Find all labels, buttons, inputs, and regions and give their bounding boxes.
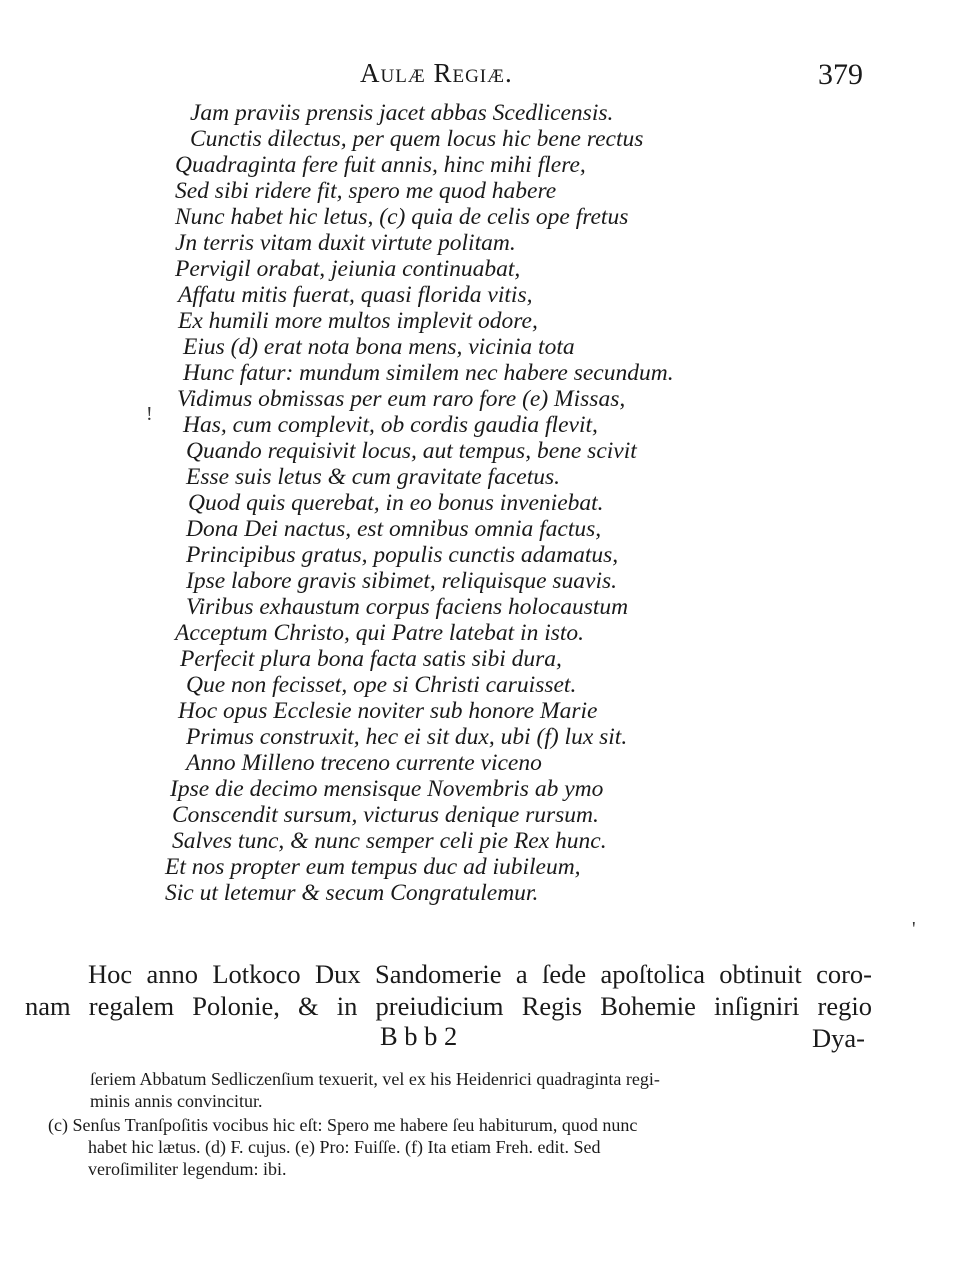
- poem-line: Eius (d) erat nota bona mens, vicinia tota: [183, 334, 575, 360]
- footnote-line: (c) Senſus Tranſpoſitis vocibus hic eſt: Spero me habere ſeu habiturum, quod nunc: [48, 1115, 638, 1135]
- footnote-line: veroſimiliter legendum: ibi.: [88, 1159, 287, 1179]
- poem-line: Jam praviis prensis jacet abbas Scedlicensis.: [190, 100, 614, 126]
- poem-line: Que non fecisset, ope si Christi caruisset.: [186, 672, 577, 698]
- prose-line: nam regalem Polonie, & in preiudicium Regis Bohemie inſigniri regio: [25, 991, 872, 1021]
- catchword: Dya-: [812, 1023, 865, 1053]
- margin-mark: ': [912, 918, 916, 940]
- poem-line: Anno Milleno treceno currente viceno: [186, 750, 542, 776]
- poem-line: Et nos propter eum tempus duc ad iubileum,: [165, 854, 581, 880]
- poem-line: Ipse die decimo mensisque Novembris ab ymo: [170, 776, 604, 802]
- poem-line: Quod quis querebat, in eo bonus inveniebat.: [188, 490, 604, 516]
- poem-line: Dona Dei nactus, est omnibus omnia factus,: [186, 516, 602, 542]
- poem-line: Ipse labore gravis sibimet, reliquisque suavis.: [186, 568, 618, 594]
- poem-line: Vidimus obmissas per eum raro fore (e) Missas,: [177, 386, 626, 412]
- poem-line: Jn terris vitam duxit virtute politam.: [175, 230, 516, 256]
- page-number: 379: [818, 58, 863, 91]
- page-header: [0, 52, 960, 92]
- poem-line: Pervigil orabat, jeiunia continuabat,: [175, 256, 521, 282]
- poem-line: Acceptum Christo, qui Patre latebat in isto.: [175, 620, 585, 646]
- footnote-line: minis annis convincitur.: [90, 1091, 263, 1111]
- poem-line: Quadraginta fere fuit annis, hinc mihi flere,: [175, 152, 586, 178]
- signature-mark: B b b 2: [380, 1021, 458, 1051]
- poem-line: Sic ut letemur & secum Congratulemur.: [165, 880, 539, 906]
- poem-line: Conscendit sursum, victurus denique rursum.: [172, 802, 599, 828]
- poem-line: Quando requisivit locus, aut tempus, bene scivit: [186, 438, 637, 464]
- poem-line: Principibus gratus, populis cunctis adamatus,: [186, 542, 619, 568]
- running-head: Aulæ Regiæ.: [360, 58, 513, 88]
- poem-line: Has, cum complevit, ob cordis gaudia flevit,: [183, 412, 598, 438]
- poem-line: Esse suis letus & cum gravitate facetus.: [186, 464, 560, 490]
- poem-line: Hunc fatur: mundum similem nec habere secundum.: [183, 360, 674, 386]
- poem-line: Nunc habet hic letus, (c) quia de celis ope fretus: [175, 204, 629, 230]
- poem-line: Affatu mitis fuerat, quasi florida vitis,: [178, 282, 533, 308]
- poem-line: Ex humili more multos implevit odore,: [178, 308, 538, 334]
- prose-line: Hoc anno Lotkoco Dux Sandomerie a ſede apoſtolica obtinuit coro-: [88, 959, 872, 989]
- footnote-line: ſeriem Abbatum Sedliczenſium texuerit, vel ex his Heidenrici quadraginta regi-: [90, 1069, 660, 1089]
- poem-line: Salves tunc, & nunc semper celi pie Rex hunc.: [172, 828, 607, 854]
- poem-line: Sed sibi ridere fit, spero me quod habere: [175, 178, 557, 204]
- poem-line: Primus construxit, hec ei sit dux, ubi (f) lux sit.: [186, 724, 628, 750]
- margin-mark: !: [146, 403, 153, 425]
- poem-line: Viribus exhaustum corpus faciens holocaustum: [186, 594, 629, 620]
- poem-line: Hoc opus Ecclesie noviter sub honore Marie: [178, 698, 598, 724]
- poem-line: Cunctis dilectus, per quem locus hic bene rectus: [190, 126, 644, 152]
- footnote-line: habet hic lætus. (d) F. cujus. (e) Pro: Fuiſſe. (f) Ita etiam Freh. edit. Sed: [88, 1137, 601, 1157]
- poem-line: Perfecit plura bona facta satis sibi dura,: [180, 646, 562, 672]
